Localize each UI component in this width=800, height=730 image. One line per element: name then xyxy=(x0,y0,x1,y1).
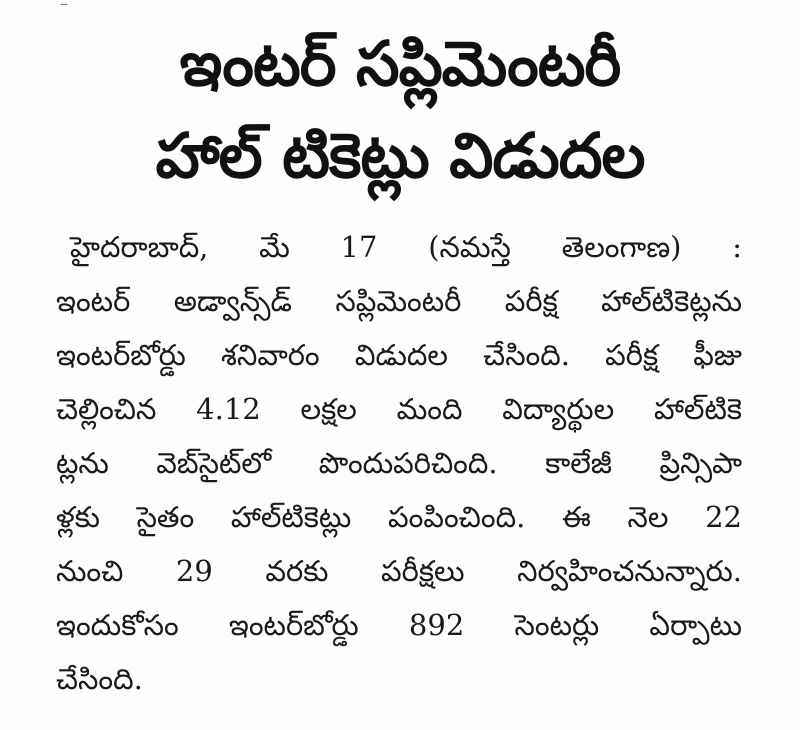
article-line: చెల్లించిన 4.12 లక్షల మంది విద్యార్థుల హాల్‌టికె xyxy=(56,392,742,426)
article-line: ట్లను వెబ్‌సైట్‌లో పొందుపరిచింది. కాలేజీ ప్రిన్సిపా xyxy=(56,446,742,480)
article-line: ళ్లకు సైతం హాల్‌టికెట్లు పంపించింది. ఈ నెల 22 xyxy=(56,500,742,534)
headline-line-2: హాల్ టికెట్లు విడుదల xyxy=(155,119,645,192)
article-dateline: హైదరాబాద్, మే 17 (నమస్తే తెలంగాణ) : xyxy=(70,230,742,264)
headline xyxy=(0,18,800,202)
article-line: ఇంటర్ అడ్వాన్స్‌డ్ సప్లిమెంటరీ పరీక్ష హాల్‌టికెట్లను xyxy=(56,284,742,318)
cut-off-text-fragment xyxy=(60,0,260,8)
article-line: నుంచి 29 వరకు పరీక్షలు నిర్వహించనున్నారు. xyxy=(56,554,742,588)
headline-line-1: ఇంటర్ సప్లిమెంటరీ xyxy=(179,27,621,100)
article-line: చేసింది. xyxy=(56,662,143,696)
article-line: ఇందుకోసం ఇంటర్‌బోర్డు 892 సెంటర్లు ఏర్పాటు xyxy=(56,608,742,642)
article-body xyxy=(56,220,742,706)
article-line: ఇంటర్‌బోర్డు శనివారం విడుదల చేసింది. పరీక్ష ఫీజు xyxy=(56,338,742,372)
